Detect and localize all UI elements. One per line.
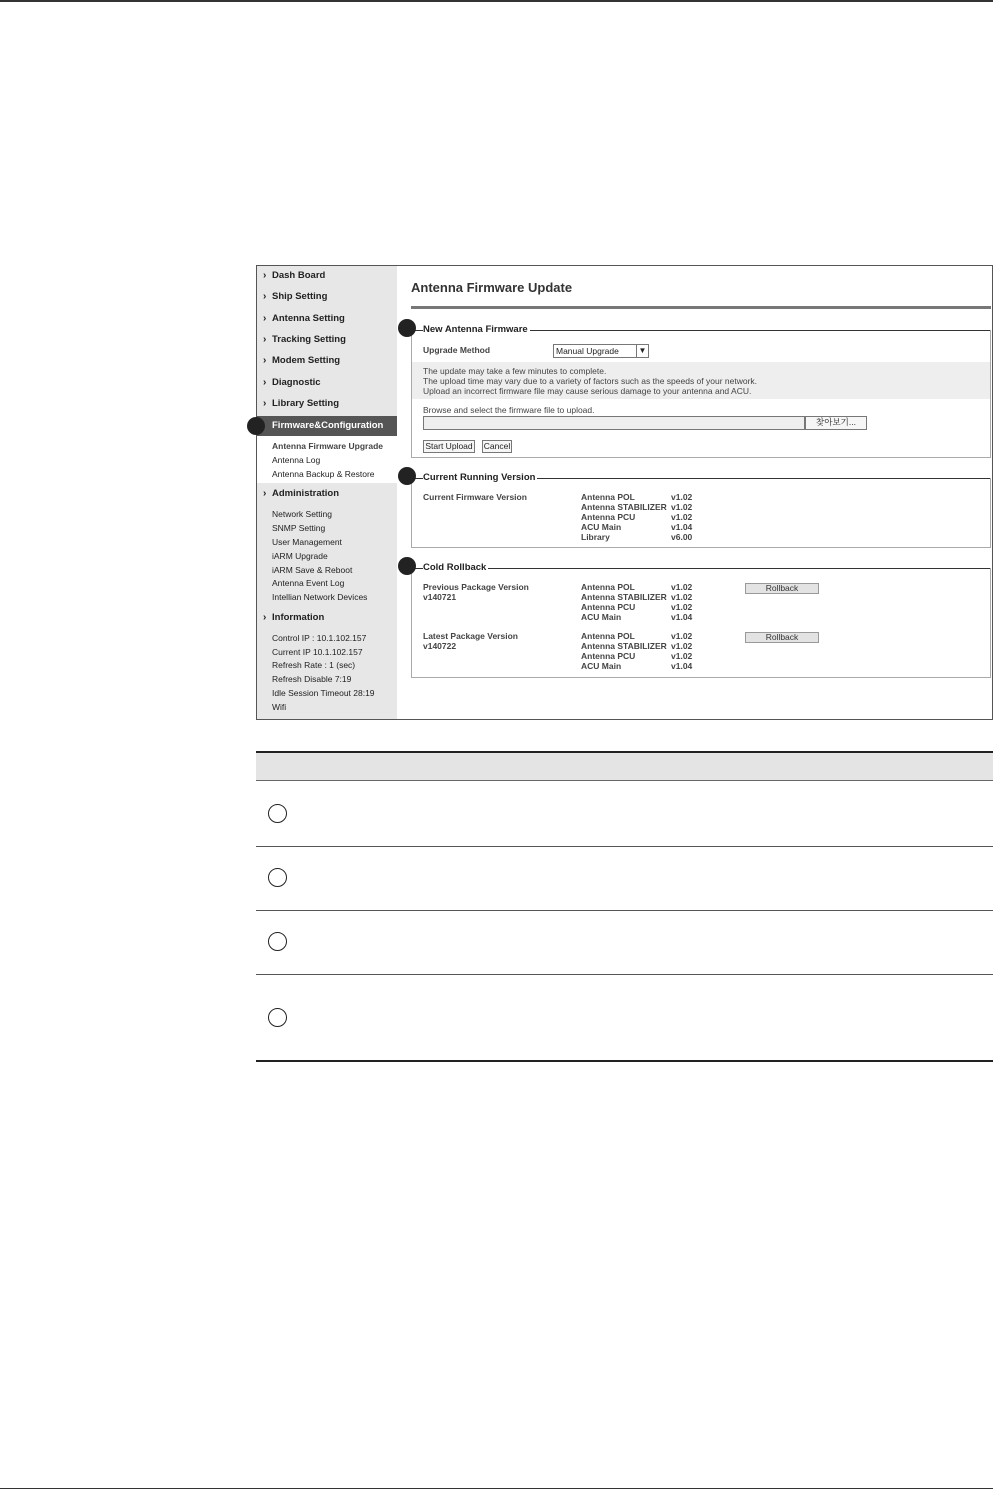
info-refresh-rate: Refresh Rate : 1 (sec) (272, 660, 356, 670)
chevron-right-icon: › (263, 355, 267, 366)
firmware-update-screenshot (256, 265, 993, 720)
component-name: Antenna STABILIZER (581, 502, 667, 512)
component-version: v1.04 (671, 612, 693, 622)
start-upload-button[interactable]: Start Upload (423, 440, 475, 453)
component-name: Antenna POL (581, 492, 635, 502)
previous-package-version: v140721 (423, 592, 457, 602)
submenu-iarm-upgrade[interactable]: iARM Upgrade (272, 551, 328, 561)
menu-tracking-setting[interactable]: › Tracking Setting (257, 330, 397, 350)
submenu-antenna-firmware-upgrade[interactable]: Antenna Firmware Upgrade (272, 441, 383, 451)
main-panel (397, 266, 993, 719)
info-current-ip: Current IP 10.1.102.157 (272, 647, 363, 657)
chevron-right-icon: › (263, 270, 267, 281)
menu-administration[interactable]: › Administration (257, 484, 397, 504)
latest-package-version: v140722 (423, 641, 457, 651)
info-wifi[interactable]: Wifi (272, 702, 287, 712)
rollback-previous-button[interactable]: Rollback (745, 583, 819, 594)
notice-line: The upload time may vary due to a variety of factors such as the speeds of your network. (423, 376, 758, 386)
component-version: v1.02 (671, 602, 693, 612)
notice-line: Upload an incorrect firmware file may cause serious damage to your antenna and ACU. (423, 386, 752, 396)
callout-marker-cold-rollback (398, 557, 416, 575)
upgrade-method-label: Upgrade Method (423, 345, 491, 355)
menu-library-setting[interactable]: › Library Setting (257, 394, 397, 414)
new-firmware-heading: New Antenna Firmware (423, 324, 528, 335)
component-name: Antenna PCU (581, 602, 636, 612)
submenu-snmp-setting[interactable]: SNMP Setting (272, 523, 326, 533)
table-row-divider (256, 910, 993, 911)
component-version: v1.02 (671, 582, 693, 592)
rollback-latest-button[interactable]: Rollback (745, 632, 819, 643)
page-top-rule (0, 0, 993, 2)
menu-antenna-setting[interactable]: › Antenna Setting (257, 309, 397, 329)
chevron-down-icon: ▼ (636, 345, 648, 357)
component-version: v1.02 (671, 492, 693, 502)
cold-rollback-heading: Cold Rollback (423, 562, 487, 573)
component-name: Antenna STABILIZER (581, 592, 667, 602)
component-name: Antenna POL (581, 631, 635, 641)
submenu-antenna-event-log[interactable]: Antenna Event Log (272, 578, 345, 588)
menu-modem-setting[interactable]: › Modem Setting (257, 351, 397, 371)
component-version: v1.02 (671, 592, 693, 602)
menu-information[interactable]: › Information (257, 608, 397, 628)
notice-line: The update may take a few minutes to complete. (423, 366, 607, 376)
component-version: v1.02 (671, 631, 693, 641)
component-name: ACU Main (581, 661, 622, 671)
table-bottom-rule (256, 1060, 993, 1062)
component-name: ACU Main (581, 612, 622, 622)
menu-diagnostic[interactable]: › Diagnostic (257, 373, 397, 393)
component-name: Antenna POL (581, 582, 635, 592)
sidebar (257, 266, 397, 719)
info-idle-session-timeout: Idle Session Timeout 28:19 (272, 688, 375, 698)
callout-marker-current-version (398, 467, 416, 485)
chevron-right-icon: › (263, 398, 267, 409)
component-version: v6.00 (671, 532, 693, 542)
chevron-right-icon: › (263, 313, 267, 324)
component-version: v1.02 (671, 502, 693, 512)
component-name: Antenna PCU (581, 651, 636, 661)
title-rule (411, 306, 991, 309)
component-name: Antenna STABILIZER (581, 641, 667, 651)
page-bottom-rule (0, 1488, 993, 1489)
menu-ship-setting[interactable]: › Ship Setting (257, 287, 397, 307)
component-name: Antenna PCU (581, 512, 636, 522)
upgrade-method-select[interactable]: Manual Upgrade ▼ (553, 344, 649, 358)
submenu-antenna-log[interactable]: Antenna Log (272, 455, 321, 465)
info-control-ip: Control IP : 10.1.102.157 (272, 633, 367, 643)
table-row-marker (268, 804, 287, 823)
submenu-network-setting[interactable]: Network Setting (272, 509, 332, 519)
table-row-marker (268, 1008, 287, 1027)
table-row-marker (268, 932, 287, 951)
current-version-section (411, 478, 991, 548)
submenu-antenna-backup-restore[interactable]: Antenna Backup & Restore (272, 469, 375, 479)
previous-package-label: Previous Package Version (423, 582, 529, 592)
cancel-button[interactable]: Cancel (483, 441, 511, 451)
callout-marker-firmware-menu (247, 417, 265, 435)
chevron-right-icon: › (263, 291, 267, 302)
latest-package-label: Latest Package Version (423, 631, 518, 641)
component-name: Library (581, 532, 610, 542)
menu-dash-board[interactable]: › Dash Board (257, 266, 397, 286)
table-row-divider (256, 846, 993, 847)
current-version-heading: Current Running Version (423, 472, 536, 483)
chevron-right-icon: › (263, 377, 267, 388)
submenu-user-management[interactable]: User Management (272, 537, 342, 547)
chevron-right-icon: › (263, 488, 267, 499)
info-refresh-disable: Refresh Disable 7:19 (272, 674, 352, 684)
component-version: v1.02 (671, 641, 693, 651)
menu-firmware-configuration[interactable]: Firmware&Configuration (257, 416, 397, 436)
component-version: v1.04 (671, 661, 693, 671)
component-name: ACU Main (581, 522, 622, 532)
component-version: v1.02 (671, 651, 693, 661)
firmware-file-field[interactable] (423, 416, 805, 430)
submenu-intellian-network-devices[interactable]: Intellian Network Devices (272, 592, 368, 602)
callout-marker-new-firmware (398, 319, 416, 337)
current-firmware-label: Current Firmware Version (423, 492, 527, 502)
component-version: v1.04 (671, 522, 693, 532)
browse-button[interactable]: 찾아보기... (805, 416, 867, 430)
component-version: v1.02 (671, 512, 693, 522)
page-title: Antenna Firmware Update (411, 280, 573, 295)
table-row-divider (256, 974, 993, 975)
submenu-iarm-save-reboot[interactable]: iARM Save & Reboot (272, 565, 353, 575)
browse-label: Browse and select the firmware file to upload. (423, 405, 595, 415)
table-row-marker (268, 868, 287, 887)
chevron-right-icon: › (263, 612, 267, 623)
table-header (256, 753, 993, 781)
chevron-right-icon: › (263, 334, 267, 345)
